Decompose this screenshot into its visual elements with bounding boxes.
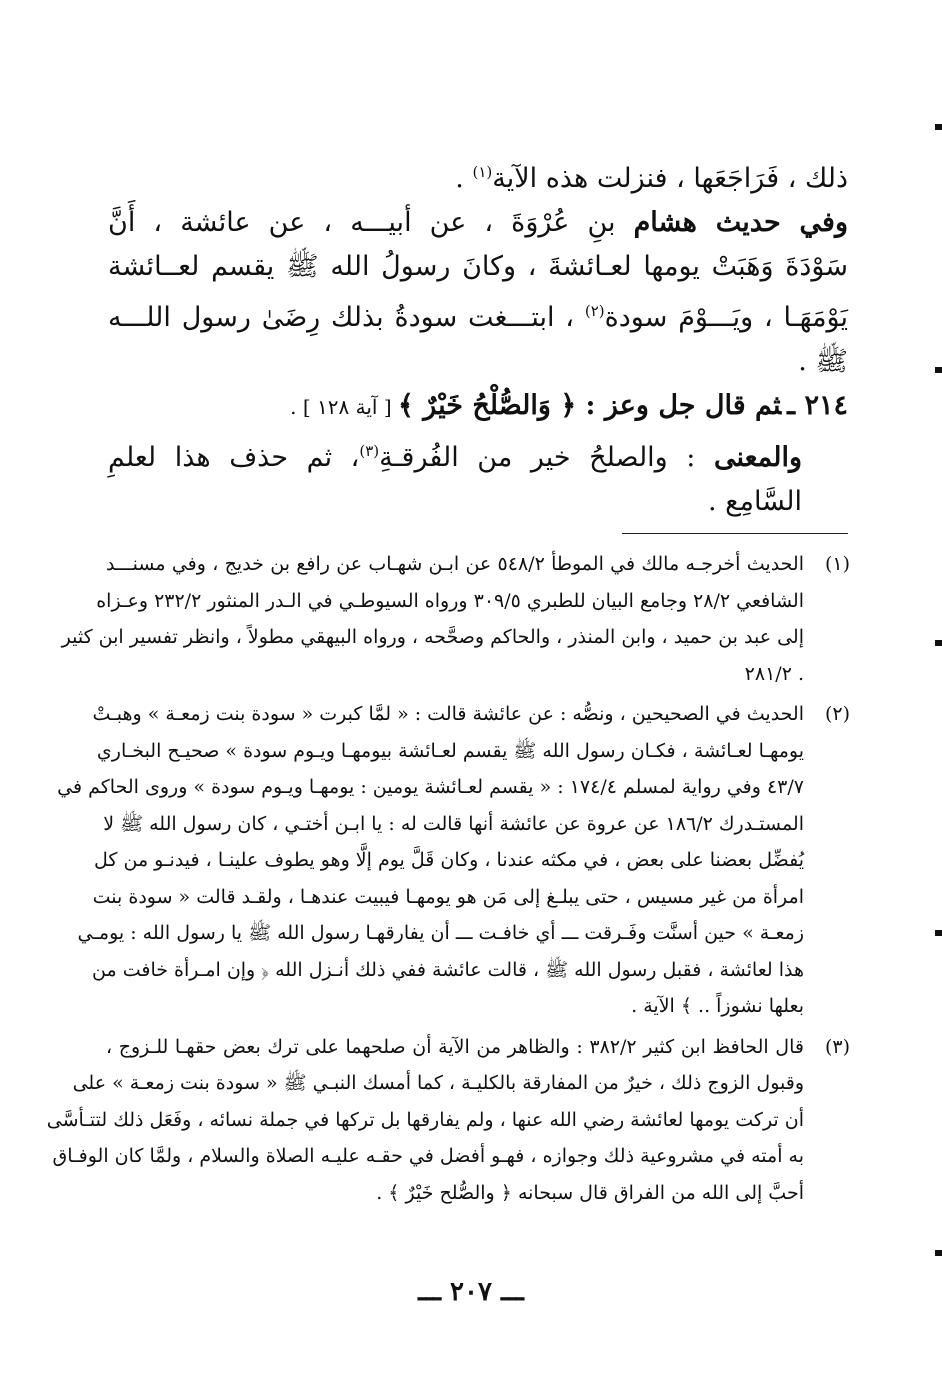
footnote-line: بعلها نشوزاً .. ﴾ الآية . <box>631 995 804 1017</box>
footnote-line: قال الحافظ ابن كثير ٣٨٢/٢ : والظاهر من الآية أن صلحهما على ترك بعض حقهـا للـزوج ، <box>106 1035 804 1058</box>
footnote-3 <box>46 1029 850 1212</box>
footnote-number: (٢) <box>824 703 850 725</box>
section-heading: ثم قال جل وعز : ﴿ وَالصُّلْحُ خَيْرٌ ﴾ <box>398 390 782 421</box>
main-line-3: سَوْدَةَ وَهَبَتْ يومها لعـائشةَ ، وكانَ رسولُ الله ﷺ يقسم لعــائشة <box>108 251 848 282</box>
footnote-line: إلى عبد بن حميد ، وابن المنذر ، والحاكم وصحَّحه ، ورواه البيهقي مطولاً ، وانظر تفسير ابن كثير <box>61 626 804 648</box>
section-number: ٢١٤ ـ <box>787 390 848 421</box>
footnote-line: يُفضِّل بعضنا على بعض ، في مكثه عندنا ، وكان قَلَّ يوم إلَّا وهو يطوف علينـا ، فيدنـو من كل <box>94 849 804 871</box>
footnote-ref-3[interactable]: (٣) <box>359 442 380 460</box>
footnote-number: (١) <box>824 553 850 575</box>
main-line-5: ﷺ . <box>798 346 848 377</box>
footnote-line: امرأة من غير مسيس ، حتى يبلـغ إلى مَن هو يومهـا فيبيت عندهـا ، ولقـد قالت « سودة بنت <box>92 885 804 908</box>
hadith-intro: وفي حديث هشام <box>633 207 848 238</box>
main-line-2: وفي حديث هشام بنِ عُرْوَةَ ، عن أبيـــه ، عن عائشة ، أَنَّ <box>108 207 848 238</box>
footnote-line: الحديث أخرجـه مالك في الموطأ ٥٤٨/٢ عن ابـن شهـاب عن رافع بن خديج ، وفي مسنـــد <box>106 553 804 575</box>
footnote-1 <box>61 546 850 692</box>
scan-edge-mark <box>935 930 942 936</box>
scan-edge-mark <box>935 124 942 130</box>
footnote-separator <box>622 533 848 534</box>
footnote-line: به أمته في مشروعية ذلك وجوازه ، فهـو أفضل في حقـه عليـه الصلاة والسلام ، ولمَّا كان الوفـاق <box>52 1145 804 1167</box>
section-heading-line <box>108 384 848 429</box>
page-number: ـــ ٢٠٧ ـــ <box>418 1277 524 1307</box>
footnote-line: ٤٣/٧ وفي رواية لمسلم ١٧٤/٤ : « يقسم لعـائشة يومين : يومهـا ويـوم سودة » وروى الحاكم في <box>57 776 804 798</box>
scan-edge-mark <box>935 367 942 373</box>
main-line-1: ذلك ، فَرَاجَعَها ، فنزلت هذه الآية$^{(١)}$ . <box>455 163 848 194</box>
footnote-line: المستـدرك ١٨٦/٢ عن عروة عن عائشة أنها قالت له : يا ابـن أختـي ، كان رسول الله ﷺ لا <box>103 812 804 835</box>
footnote-2 <box>57 696 850 1025</box>
meaning-end-line: السَّامِع . <box>707 486 802 517</box>
footnote-line: هذا لعائشة ، فقبل رسول الله ﷺ ، قالت عائشة ففي ذلك أنـزل الله ﴿ وإن امـرأة خافت من <box>92 958 804 981</box>
meaning-line: والمعنى : والصلحُ خير من الفُرقـةِ$^{(٣)}$، ثم حذف هذا لعلمِ <box>108 442 802 473</box>
footnote-line: يومهـا لعـائشة ، فكـان رسول الله ﷺ يقسم لعـائشة بيومهـا ويـوم سودة » صحيـح البخـاري <box>96 739 804 762</box>
footnote-line: أحبَّ إلى الله من الفراق قال سبحانه ﴿ والصُّلح خَيْرٌ ﴾ . <box>376 1181 804 1204</box>
footnote-line: أن تركت يومها لعائشة رضي الله عنها ، ولم يفارقها بل تركها في جملة نسائه ، وفَعَل ذلك لتتـأسَّى <box>46 1108 804 1131</box>
footnote-line: زمعـة » حين أسنَّت وفَـرقت ـــ أي خافـت ـــ أن يفارقهـا رسول الله ﷺ يا رسول الله : يومـي <box>77 922 804 944</box>
footnote-line: الحديث في الصحيحين ، ونصُّه : عن عائشة قالت : « لمَّا كبرت « سودة بنت زمعـة » وهبـتْ <box>92 703 804 725</box>
footnote-ref-2[interactable]: (٢) <box>584 302 605 320</box>
main-text <box>108 150 848 524</box>
meaning-label: والمعنى <box>713 442 802 473</box>
footnotes <box>46 546 850 1215</box>
footnote-line: . ٢٨١/٢ <box>744 662 804 685</box>
footnote-line: الشافعي ٢٨/٢ وجامع البيان للطبري ٣٠٩/٥ ورواه السيوطـي في الـدر المنثور ٢٣٢/٢ وعـزاه <box>96 589 804 612</box>
verse-reference: [ آية ١٢٨ ] . <box>290 395 399 419</box>
footnote-ref-1[interactable]: (١) <box>472 163 493 181</box>
footnote-line: وقبول الزوج ذلك ، خيرٌ من المفارقة بالكليـة ، كما أمسك النبـي ﷺ « سودة بنت زمعـة » على <box>72 1072 804 1094</box>
scan-edge-mark <box>935 1250 942 1256</box>
footnote-number: (٣) <box>824 1035 850 1058</box>
scan-edge-mark <box>935 640 942 646</box>
main-line-4: يَوْمَهَـا ، ويَـــوْمَ سودة$^{(٢)}$ ، ابتـــغت سودةُ بذلك رِضَىٰ رسول اللـــه <box>108 302 848 333</box>
